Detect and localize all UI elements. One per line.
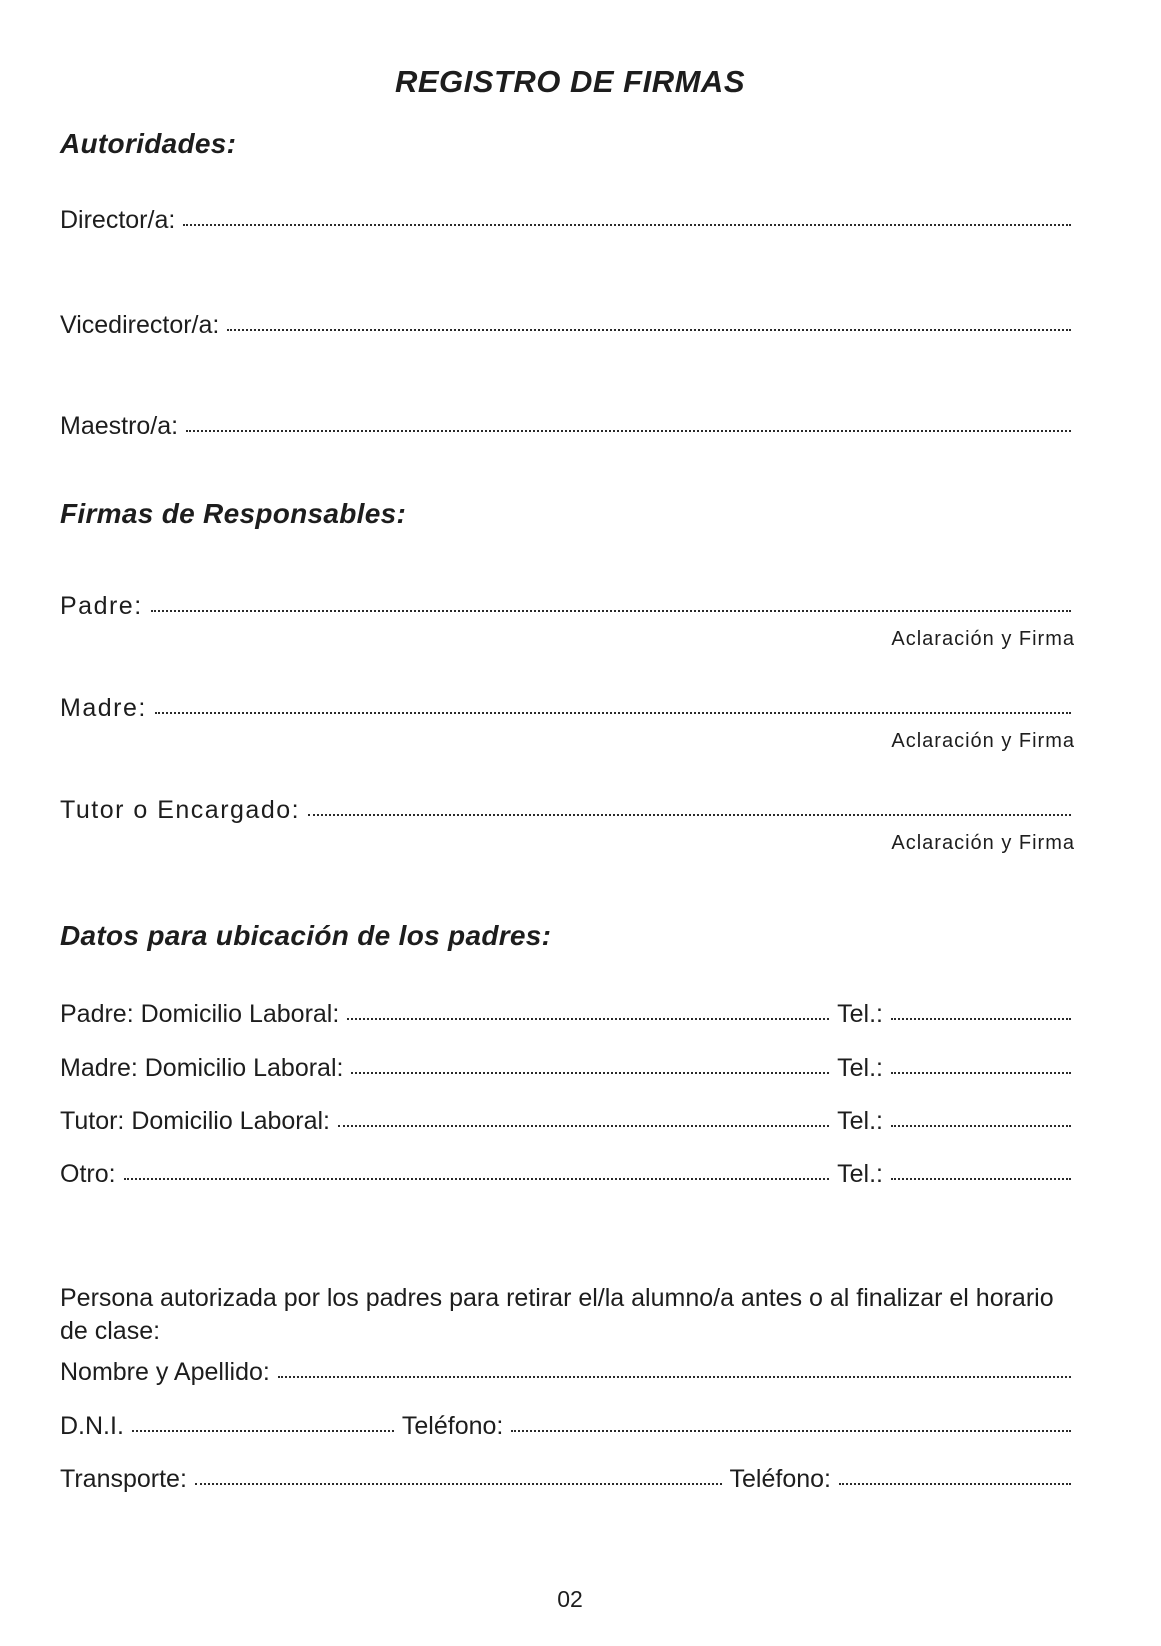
padre-tel-field[interactable] — [891, 1017, 1071, 1020]
dni-telefono-line — [60, 1412, 1075, 1441]
padre-signature-line — [60, 592, 1075, 621]
madre-dotted-field[interactable] — [155, 711, 1071, 714]
maestro-dotted-field[interactable] — [186, 429, 1071, 432]
padre-dotted-field[interactable] — [151, 609, 1071, 612]
director-label: Director/a: — [60, 206, 176, 234]
dni-field[interactable] — [132, 1429, 394, 1432]
madre-label: Madre: — [60, 694, 147, 722]
maestro-signature-line — [60, 412, 1075, 441]
nombre-apellido-field[interactable] — [278, 1375, 1071, 1378]
vicedirector-label: Vicedirector/a: — [60, 311, 220, 339]
authorized-person-text: Persona autorizada por los padres para retirar el/la alumno/a antes o al finalizar el horario de clase: — [60, 1284, 1054, 1345]
page-title: REGISTRO DE FIRMAS — [394, 64, 745, 99]
madre-domicilio-label: Madre: Domicilio Laboral: — [60, 1054, 344, 1082]
padre-label: Padre: — [60, 592, 143, 620]
page-number: 02 — [557, 1586, 583, 1612]
nombre-apellido-label: Nombre y Apellido: — [60, 1358, 270, 1386]
tutor-caption: Aclaración y Firma — [891, 832, 1075, 854]
otro-tel-field[interactable] — [891, 1177, 1071, 1180]
transporte-field[interactable] — [195, 1482, 722, 1485]
padre-tel-label: Tel.: — [837, 1000, 883, 1028]
nombre-apellido-line — [60, 1358, 1075, 1387]
dni-label: D.N.I. — [60, 1412, 124, 1440]
section-heading-responsables: Firmas de Responsables: — [60, 498, 407, 529]
madre-domicilio-field[interactable] — [351, 1071, 829, 1074]
tutor-tel-field[interactable] — [891, 1124, 1071, 1127]
maestro-label: Maestro/a: — [60, 412, 179, 440]
tutor-domicilio-label: Tutor: Domicilio Laboral: — [60, 1107, 331, 1135]
padre-domicilio-label: Padre: Domicilio Laboral: — [60, 1000, 340, 1028]
tutor-label: Tutor o Encargado: — [60, 796, 301, 824]
tutor-dotted-field[interactable] — [308, 813, 1071, 816]
tutor-domicilio-line — [60, 1107, 1075, 1136]
padre-domicilio-line — [60, 1000, 1075, 1029]
tutor-tel-label: Tel.: — [837, 1107, 883, 1135]
director-signature-line — [60, 206, 1075, 235]
madre-domicilio-line — [60, 1054, 1075, 1083]
director-dotted-field[interactable] — [183, 223, 1071, 226]
vicedirector-dotted-field[interactable] — [227, 328, 1071, 331]
otro-domicilio-line — [60, 1160, 1075, 1189]
padre-domicilio-field[interactable] — [347, 1017, 829, 1020]
madre-caption: Aclaración y Firma — [891, 730, 1075, 752]
transporte-telefono-field[interactable] — [839, 1482, 1071, 1485]
dni-telefono-label: Teléfono: — [401, 1412, 504, 1440]
tutor-signature-line — [60, 796, 1075, 825]
transporte-telefono-label: Teléfono: — [729, 1465, 831, 1493]
padre-caption: Aclaración y Firma — [891, 628, 1075, 650]
dni-telefono-field[interactable] — [511, 1429, 1071, 1432]
madre-signature-line — [60, 694, 1075, 723]
madre-tel-field[interactable] — [891, 1071, 1071, 1074]
otro-label: Otro: — [60, 1160, 116, 1188]
section-heading-autoridades: Autoridades: — [60, 128, 237, 159]
madre-tel-label: Tel.: — [837, 1054, 883, 1082]
otro-tel-label: Tel.: — [837, 1160, 883, 1188]
transporte-label: Transporte: — [60, 1465, 187, 1493]
otro-field[interactable] — [124, 1177, 830, 1180]
section-heading-ubicacion: Datos para ubicación de los padres: — [60, 920, 552, 951]
tutor-domicilio-field[interactable] — [338, 1124, 829, 1127]
transporte-line — [60, 1465, 1075, 1494]
vicedirector-signature-line — [60, 311, 1075, 340]
